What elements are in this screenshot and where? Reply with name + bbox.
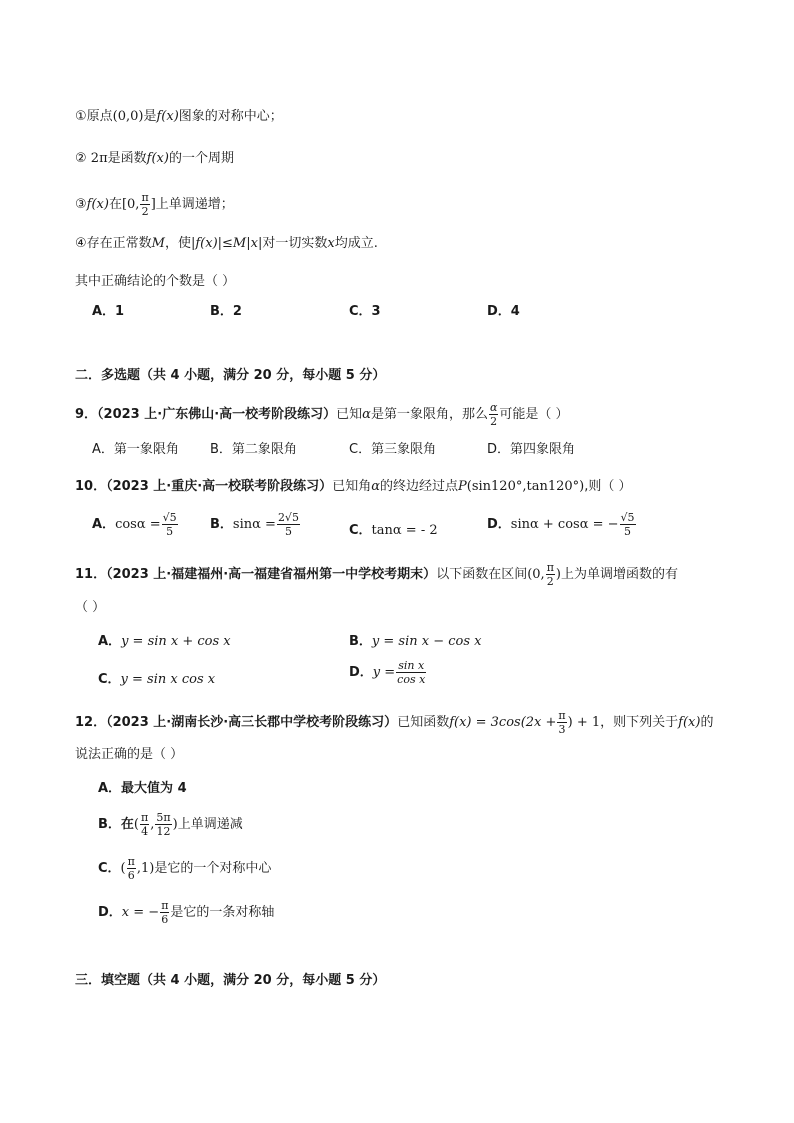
paren-left: ( <box>120 861 126 876</box>
option-label: C． <box>98 672 121 687</box>
two-pi: 2π <box>90 151 108 166</box>
fraction-denominator: 5 <box>284 525 292 538</box>
q12-source: 12．（2023 上·湖南长沙·高三长郡中学校考阶段练习） <box>75 715 398 730</box>
alpha-over-2-fraction <box>489 402 498 427</box>
option-text: 是它的一个对称中心 <box>154 861 272 876</box>
fraction-numerator: √5 <box>620 511 635 524</box>
pi-over-2-fraction <box>546 562 555 587</box>
section-3-heading: 三．填空题（共 4 小题，满分 20 分，每小题 5 分） <box>75 973 386 988</box>
fraction-denominator: 6 <box>161 913 169 926</box>
q12-text-1: 已知函数 <box>397 715 450 730</box>
statement-4-suffix: 均成立. <box>334 236 378 251</box>
statement-4-for-all: 对一切实数 <box>262 236 328 251</box>
option-expr: y = sin x − cos x <box>371 634 482 649</box>
q9-option-b: B．第二象限角 <box>210 442 297 457</box>
q10-text-1: 已知角 <box>332 479 372 494</box>
q10-option-a <box>92 512 179 537</box>
statement-2-mid: 是函数 <box>107 151 147 166</box>
fraction-denominator: 12 <box>156 825 171 838</box>
q8-option-d: D．4 <box>487 304 520 319</box>
pi-over-3-fraction <box>557 710 566 735</box>
interval-right: ) <box>555 567 561 582</box>
q9-option-a: A．第一象限角 <box>92 442 179 457</box>
paren-left: ( <box>133 817 139 832</box>
q9-text-3: 可能是（ ） <box>499 407 569 422</box>
option-fraction <box>162 512 178 537</box>
option-label: D． <box>98 905 122 920</box>
origin-point: (0,0) <box>112 109 144 124</box>
variable-x: x <box>327 236 335 251</box>
q9-option-c: C．第三象限角 <box>349 442 437 457</box>
q11-option-b <box>349 630 482 649</box>
option-fraction <box>277 512 300 537</box>
option-expr: tanα = - 2 <box>371 523 438 538</box>
statement-3 <box>75 192 234 217</box>
option-text: 是它的一条对称轴 <box>170 905 275 920</box>
q11-option-c <box>98 668 215 687</box>
q8-option-a: A．1 <box>92 304 125 319</box>
q8-option-c: C．3 <box>349 304 381 319</box>
q9-text-1: 已知 <box>336 407 363 422</box>
q10-option-c <box>349 519 438 538</box>
q8-stem: 其中正确结论的个数是（ ） <box>75 274 236 289</box>
q12-stem <box>75 710 713 735</box>
q9-text-2: 是第一象限角，那么 <box>370 407 488 422</box>
fraction-numerator: π <box>141 811 149 824</box>
q12-text-2: ，则下列关于 <box>600 715 679 730</box>
point-rest: ,1) <box>136 861 155 876</box>
statement-1 <box>75 107 283 127</box>
function-fx: f(x) <box>86 197 109 212</box>
function-fx: f(x) <box>678 715 701 730</box>
fraction-numerator: π <box>161 899 169 912</box>
paren-right: ) <box>172 817 178 832</box>
q9-stem <box>75 402 569 427</box>
fraction-denominator: 5 <box>624 525 632 538</box>
q11-source: 11．（2023 上·福建福州·高一福建省福州第一中学校考期末） <box>75 567 437 582</box>
option-label: A． <box>98 634 122 649</box>
q12-stem-line2: 说法正确的是（ ） <box>75 747 184 762</box>
statement-2-suffix: 的一个周期 <box>168 151 234 166</box>
q9-option-d: D．第四象限角 <box>487 442 576 457</box>
q11-option-a <box>98 630 231 649</box>
q11-paren: （ ） <box>75 600 106 615</box>
option-label: C． <box>98 861 121 876</box>
option-text: 上单调递减 <box>177 817 243 832</box>
q10-source: 10．（2023 上·重庆·高一校联考阶段练习） <box>75 479 333 494</box>
fraction-5pi-12 <box>155 812 171 837</box>
function-fx: f(x) <box>156 109 179 124</box>
alpha: α <box>371 479 380 494</box>
fraction-denominator: 2 <box>141 205 149 218</box>
q8-option-b: B．2 <box>210 304 242 319</box>
q12-text-3: 的 <box>700 715 714 730</box>
pi-over-2-fraction <box>140 192 149 217</box>
statement-4-such-that: ，使 <box>164 236 191 251</box>
point-coordinates: (sin120°,tan120°) <box>466 479 585 494</box>
interval-left: (0, <box>527 567 545 582</box>
option-label: A． <box>92 517 116 532</box>
q12-option-c <box>98 856 271 881</box>
function-def-left: f(x) = 3cos(2x + <box>449 715 557 730</box>
option-fraction <box>620 512 636 537</box>
q12-option-d <box>98 900 274 925</box>
fraction-numerator: α <box>489 401 498 414</box>
interval-right: ] <box>150 197 156 212</box>
inequality: |f(x)|≤M|x| <box>190 236 263 251</box>
q10-option-b <box>210 512 301 537</box>
option-label: B．在 <box>98 817 134 832</box>
q11-text-1: 以下函数在区间 <box>436 567 528 582</box>
option-expr: y = <box>372 665 396 680</box>
statement-1-suffix: 图象的对称中心； <box>178 109 283 124</box>
statement-3-in: 在 <box>108 197 122 212</box>
function-fx: f(x) <box>146 151 169 166</box>
statement-2-prefix: ② <box>75 151 87 166</box>
option-label: D． <box>349 665 373 680</box>
fraction-denominator: 3 <box>558 723 566 736</box>
section-2-heading: 二．多选题（共 4 小题，满分 20 分，每小题 5 分） <box>75 368 386 383</box>
option-expr: x = − <box>121 905 160 920</box>
q12-option-a: A．最大值为 4 <box>98 781 187 796</box>
option-fraction <box>396 660 426 685</box>
q11-text-2: 上为单调增函数的有 <box>561 567 679 582</box>
option-label: B． <box>349 634 372 649</box>
fraction-denominator: 2 <box>490 415 498 428</box>
fraction-numerator: π <box>127 855 135 868</box>
fraction-denominator: 4 <box>141 825 149 838</box>
fraction-denominator: 6 <box>127 869 135 882</box>
comma: , <box>150 817 155 832</box>
fraction-numerator: √5 <box>162 511 177 524</box>
fraction-numerator: π <box>546 561 554 574</box>
statement-4 <box>75 234 378 254</box>
interval-left: [0, <box>121 197 140 212</box>
fraction-denominator: cos x <box>397 673 426 686</box>
q12-option-b <box>98 812 243 837</box>
q10-text-3: ,则（ ） <box>584 479 632 494</box>
statement-4-prefix: ④存在正常数 <box>75 236 152 251</box>
statement-1-is: 是 <box>143 109 157 124</box>
q10-option-d <box>487 512 637 537</box>
option-expr: sinα + cosα = − <box>510 517 619 532</box>
statement-3-suffix: 上单调递增； <box>155 197 234 212</box>
option-label: D． <box>487 517 511 532</box>
constant-M: M <box>151 236 165 251</box>
fraction-pi-4 <box>140 812 149 837</box>
q9-source: 9．（2023 上·广东佛山·高一校考阶段练习） <box>75 407 337 422</box>
fraction-numerator: 2√5 <box>277 511 299 524</box>
option-label: B． <box>210 517 233 532</box>
fraction-numerator: π <box>141 191 149 204</box>
fraction-numerator: 5π <box>156 811 171 824</box>
option-label: C． <box>349 523 372 538</box>
fraction-denominator: 5 <box>166 525 174 538</box>
q11-option-d <box>349 660 427 685</box>
q10-text-2: 的终边经过点 <box>379 479 458 494</box>
fraction-numerator: π <box>558 709 566 722</box>
option-expr: y = sin x cos x <box>120 672 216 687</box>
fraction-pi-6 <box>160 900 169 925</box>
option-expr: y = sin x + cos x <box>121 634 231 649</box>
option-expr: sinα = <box>232 517 276 532</box>
statement-1-prefix: ①原点 <box>75 109 113 124</box>
fraction-denominator: 2 <box>546 575 554 588</box>
q11-stem <box>75 562 678 587</box>
option-expr: cosα = <box>115 517 161 532</box>
q10-stem <box>75 477 631 497</box>
statement-3-prefix: ③ <box>75 197 87 212</box>
fraction-pi-6 <box>127 856 136 881</box>
function-def-right: ) + 1 <box>567 715 601 730</box>
point-P: P <box>458 479 467 494</box>
alpha: α <box>362 407 371 422</box>
fraction-numerator: sin x <box>396 660 426 673</box>
statement-2 <box>75 149 234 169</box>
